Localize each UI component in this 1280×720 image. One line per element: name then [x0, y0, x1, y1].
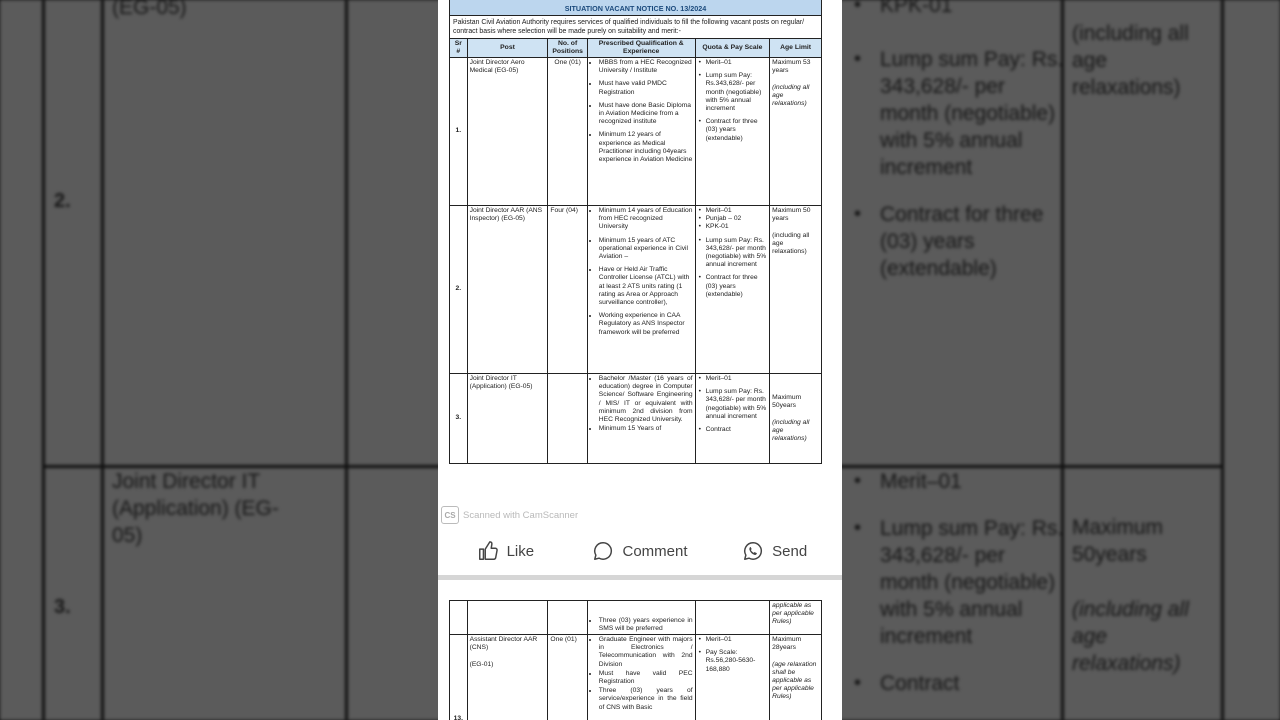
send-button[interactable] [707, 530, 842, 572]
whatsapp-icon [742, 540, 764, 562]
col-age: Age Limit [770, 39, 822, 58]
thumbs-up-icon [477, 540, 499, 562]
post-card[interactable] [438, 0, 842, 720]
comment-bubble-icon [592, 540, 614, 562]
post-divider [438, 575, 842, 580]
notice-title: SITUATION VACANT NOTICE NO. 13/2024 [564, 4, 707, 13]
camscanner-logo: CS [441, 506, 459, 524]
camscanner-label: Scanned with CamScanner [463, 509, 579, 521]
notice-document [449, 0, 822, 464]
notice-intro: Pakistan Civil Aviation Authority requires services of qualified individuals to fill the following vacant posts on regular/ contract basis where selection will be made purely on suitability and merit:- [449, 16, 822, 38]
col-post: Post [467, 39, 548, 58]
col-qualification: Prescribed Qualification & Experience [587, 39, 695, 58]
notice-banner [449, 0, 822, 16]
shade-right [842, 0, 1280, 720]
col-quota: Quota & Pay Scale [695, 39, 770, 58]
vacancy-table-continued [449, 600, 822, 720]
like-button[interactable] [438, 530, 573, 572]
table-row: 3. Joint Director IT (Application) (EG-05) • Bachelor /Master (16 years of education) degree in Computer Science/ Software Engineering / MIS/ IT or equivalent with minimum 2nd division from HEC Recognized University. • Minimum 15 Years of • Merit–01 • Lump sum Pay: Rs. 343,628/- per month (negotiable) with 5% annual increment • Contract Maximum 50years (including all age relaxations) [450, 374, 822, 464]
send-label: Send [772, 542, 808, 560]
comment-label: Comment [622, 542, 688, 560]
like-label: Like [506, 542, 535, 560]
table-header-row [450, 39, 822, 58]
col-positions: No. of Positions [548, 39, 587, 58]
notice-document-page-2 [449, 600, 822, 720]
comment-button[interactable] [573, 530, 708, 572]
table-row: • Three (03) years experience in SMS will be preferred applicable as per applicable Rules) [450, 601, 822, 635]
shade-left [0, 0, 438, 720]
table-row: 2. Joint Director AAR (ANS Inspector) (EG-05) Four (04) • Minimum 14 years of Education from HEC recognized University • Minimum 15 years of ATC operational experience in Civil Aviation – • Have or Held Air Traffic Controller License (ATCL) with at least 2 ATS units rating (1 rating as Area or Approach surveillance controller), • Working experience in CAA Regulatory as ANS Inspector framework will be preferred • Merit–01 • Punjab – 02 • KPK-01 • Lump sum Pay: Rs. 343,628/- per month (negotiable) with 5% annual increment • Contract for three (03) years (extendable) Maximum 50 years (including all age relaxations) [450, 206, 822, 374]
camscanner-watermark [441, 507, 578, 523]
col-sr: Sr # [450, 39, 468, 58]
table-row: 13. Assistant Director AAR (CNS) (EG-01) One (01) • Graduate Engineer with majors in Electronics / Telecommunication with 2nd Division • Must have valid PEC Registration • Three (03) years of service/experience in the field of CNS with Basic • Merit–01 • Pay Scale: Rs.56,280-5630-168,880 Maximum 28years (age relaxation shall be applicable as per applicable Rules) [450, 635, 822, 720]
post-actions-bar [438, 530, 842, 572]
vacancy-table [449, 38, 822, 464]
table-row: 1. Joint Director Aero Medical (EG-05) One (01) • MBBS from a HEC Recognized University / Institute • Must have valid PMDC Registration • Must have done Basic Diploma in Aviation Medicine from a recognized institute • Minimum 12 years of experience as Medical Practitioner including 04years experience in Aviation Medicine • Merit–01 • Lump sum Pay: Rs.343,628/- per month (negotiable) with 5% annual increment • Contract for three (03) years (extendable) Maximum 53 years (including all age relaxations) [450, 58, 822, 206]
